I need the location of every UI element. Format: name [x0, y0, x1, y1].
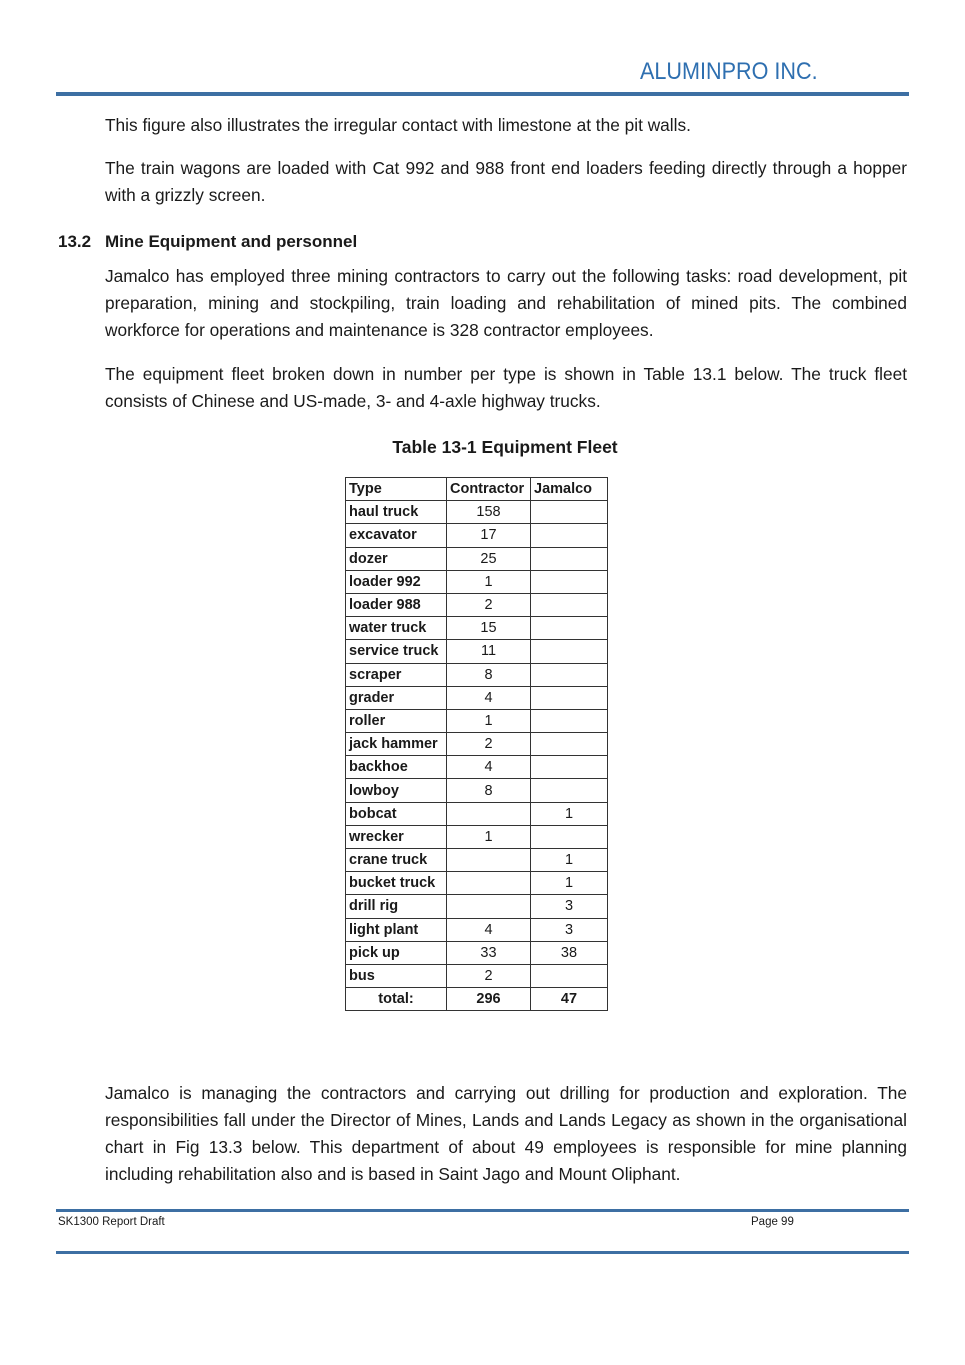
cell-type: jack hammer: [346, 733, 447, 756]
paragraph-train-wagons: The train wagons are loaded with Cat 992 and 988 front end loaders feeding directly through a hopper with a grizzly screen.: [105, 158, 907, 205]
cell-jamalco: [531, 825, 608, 848]
table-row: [346, 570, 608, 593]
cell-type: excavator: [346, 524, 447, 547]
cell-type: roller: [346, 709, 447, 732]
cell-jamalco: [531, 547, 608, 570]
cell-type: scraper: [346, 663, 447, 686]
cell-jamalco: [531, 663, 608, 686]
cell-type: loader 992: [346, 570, 447, 593]
table-row: [346, 686, 608, 709]
cell-jamalco: [531, 570, 608, 593]
table-row: [346, 709, 608, 732]
cell-contractor: [447, 802, 531, 825]
cell-type: bobcat: [346, 802, 447, 825]
cell-contractor: 17: [447, 524, 531, 547]
cell-jamalco: [531, 524, 608, 547]
cell-jamalco: [531, 686, 608, 709]
cell-contractor: 8: [447, 779, 531, 802]
table-total-row: [346, 988, 608, 1011]
cell-type: grader: [346, 686, 447, 709]
table-row: [346, 779, 608, 802]
cell-contractor: 296: [447, 988, 531, 1011]
cell-contractor: 2: [447, 593, 531, 616]
table-row: [346, 501, 608, 524]
cell-jamalco: [531, 709, 608, 732]
cell-jamalco: [531, 756, 608, 779]
cell-contractor: [447, 872, 531, 895]
cell-contractor: 11: [447, 640, 531, 663]
header-jamalco: Jamalco: [531, 478, 608, 501]
cell-type: crane truck: [346, 849, 447, 872]
cell-type: haul truck: [346, 501, 447, 524]
paragraph-management: Jamalco is managing the contractors and carrying out drilling for production and exploration. The responsibilities fall under the Director of Mines, Lands and Lands Legacy as shown in the organisational chart in Fig 13.3 below. This department of about 49 employees is responsible for mine planning including rehabilitation also and is based in Saint Jago and Mount Oliphant.: [105, 1083, 907, 1184]
cell-contractor: [447, 895, 531, 918]
cell-contractor: 4: [447, 686, 531, 709]
cell-contractor: 25: [447, 547, 531, 570]
table-row: [346, 663, 608, 686]
cell-jamalco: 3: [531, 895, 608, 918]
cell-contractor: 158: [447, 501, 531, 524]
table-row: [346, 593, 608, 616]
paragraph-contractors: Jamalco has employed three mining contractors to carry out the following tasks: road development, pit preparation, mining and stockpiling, train loading and rehabilitation of mined pits. The combined workforce for operations and maintenance is 328 contractor employees.: [105, 266, 907, 340]
header-contractor: Contractor: [447, 478, 531, 501]
cell-jamalco: [531, 640, 608, 663]
paragraph-fleet: The equipment fleet broken down in number per type is shown in Table 13.1 below. The truck fleet consists of Chinese and US-made, 3- and 4-axle highway trucks.: [105, 364, 907, 411]
cell-jamalco: 47: [531, 988, 608, 1011]
table-row: [346, 617, 608, 640]
cell-type: loader 988: [346, 593, 447, 616]
cell-type: dozer: [346, 547, 447, 570]
cell-contractor: 4: [447, 756, 531, 779]
cell-jamalco: 1: [531, 872, 608, 895]
cell-type: drill rig: [346, 895, 447, 918]
cell-contractor: 1: [447, 709, 531, 732]
cell-jamalco: [531, 617, 608, 640]
cell-jamalco: [531, 964, 608, 987]
cell-jamalco: [531, 779, 608, 802]
table-row: [346, 524, 608, 547]
cell-type: bucket truck: [346, 872, 447, 895]
section-title: Mine Equipment and personnel: [105, 232, 358, 251]
cell-jamalco: 1: [531, 849, 608, 872]
table-row: [346, 547, 608, 570]
table-row: [346, 941, 608, 964]
cell-contractor: 33: [447, 941, 531, 964]
footer-rule-top: [56, 1209, 909, 1212]
paragraph-pit-walls: This figure also illustrates the irregular contact with limestone at the pit walls.: [105, 115, 691, 135]
cell-jamalco: [531, 501, 608, 524]
section-heading: [58, 232, 357, 252]
cell-type: backhoe: [346, 756, 447, 779]
company-name: ALUMINPRO INC.: [640, 58, 818, 85]
table-row: [346, 640, 608, 663]
cell-jamalco: [531, 733, 608, 756]
cell-contractor: 1: [447, 825, 531, 848]
table-row: [346, 918, 608, 941]
footer-report-name: SK1300 Report Draft: [58, 1216, 165, 1228]
cell-type: total:: [346, 988, 447, 1011]
equipment-fleet-table: [345, 477, 608, 1011]
cell-jamalco: 3: [531, 918, 608, 941]
cell-type: service truck: [346, 640, 447, 663]
header-rule: [56, 92, 909, 96]
cell-contractor: 15: [447, 617, 531, 640]
cell-type: wrecker: [346, 825, 447, 848]
cell-type: bus: [346, 964, 447, 987]
cell-contractor: 1: [447, 570, 531, 593]
footer-rule-bottom: [56, 1251, 909, 1254]
header-type: Type: [346, 478, 447, 501]
cell-jamalco: 1: [531, 802, 608, 825]
table-row: [346, 964, 608, 987]
table-row: [346, 802, 608, 825]
cell-type: pick up: [346, 941, 447, 964]
table-row: [346, 733, 608, 756]
cell-type: water truck: [346, 617, 447, 640]
cell-type: light plant: [346, 918, 447, 941]
table-row: [346, 825, 608, 848]
cell-contractor: [447, 849, 531, 872]
cell-jamalco: [531, 593, 608, 616]
table-row: [346, 895, 608, 918]
table-caption: Table 13-1 Equipment Fleet: [392, 437, 618, 457]
table-row: [346, 849, 608, 872]
cell-jamalco: 38: [531, 941, 608, 964]
cell-contractor: 8: [447, 663, 531, 686]
cell-contractor: 4: [447, 918, 531, 941]
cell-contractor: 2: [447, 964, 531, 987]
cell-type: lowboy: [346, 779, 447, 802]
section-number: 13.2: [58, 232, 92, 251]
table-row: [346, 872, 608, 895]
table-header-row: [346, 478, 608, 501]
cell-contractor: 2: [447, 733, 531, 756]
footer-page-number: Page 99: [751, 1216, 794, 1228]
table-row: [346, 756, 608, 779]
